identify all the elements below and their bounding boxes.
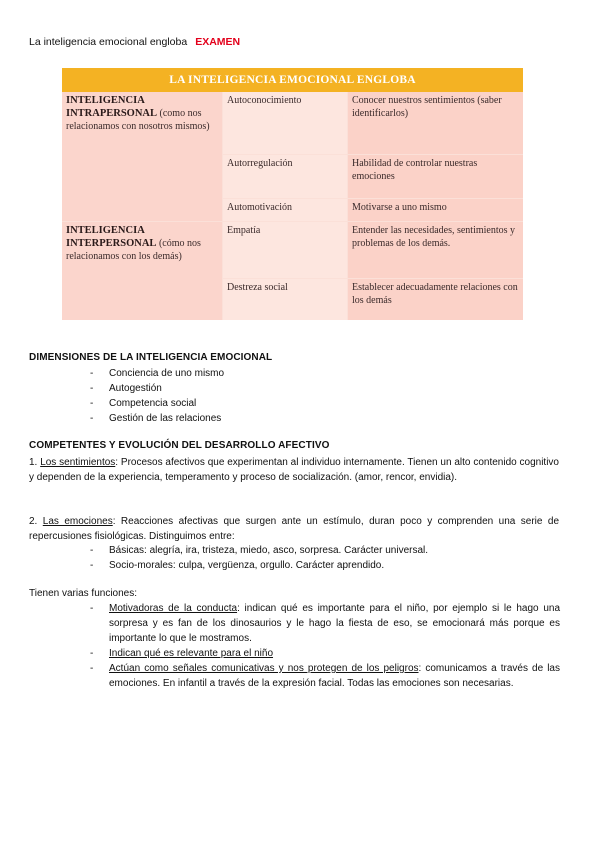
list-dash: - [90,398,94,409]
list-item-text: Socio-morales: culpa, vergüenza, orgullo. Carácter aprendido. [109,560,385,571]
function-term: Actúan como señales comunicativas y nos protegen de los peligros [109,663,419,674]
skill-label: Autoconocimiento [227,95,302,106]
functions-list [90,601,560,691]
list-dash: - [90,383,94,394]
paragraph-number: 1. [29,457,41,468]
list-item-text: Autogestión [109,383,162,394]
list-item [90,646,560,661]
list-dash: - [90,560,94,571]
list-dash: - [90,648,94,659]
skill-description: Motivarse a uno mismo [352,202,447,213]
dimensions-list [90,366,224,426]
skill-cell [223,222,347,278]
skill-cell [223,279,347,320]
intrapersonal-desc: (como nos relacionamos con nosotros mismos) [66,108,210,132]
skill-description: Entender las necesidades, sentimientos y problemas de los demás. [352,225,516,249]
skill-label: Autorregulación [227,158,293,169]
skill-cell [223,155,347,198]
function-text: : indican qué es importante para el niño, por ejemplo si le hago una sorpresa y es fan de los dinosaurios y le hago la fiesta de eso, se emocionará más porque es importante lo que le mostramos. [109,603,561,644]
table-title: LA INTELIGENCIA EMOCIONAL ENGLOBA [62,68,523,92]
skill-desc-cell [348,279,523,320]
list-item-text: Conciencia de uno mismo [109,368,225,379]
list-item [90,558,428,573]
skill-cell [223,199,347,221]
list-item [90,601,560,646]
intrapersonal-cell [62,92,222,221]
function-text: : comunicamos a través de las emociones. En infantil a través de la expresión facial. Todas las emociones son necesarias. [109,663,560,689]
list-dash: - [90,413,94,424]
function-term: Indican qué es relevante para el niño [109,648,274,659]
skill-desc-cell [348,199,523,221]
list-item [90,366,224,381]
functions-intro: Tienen varias funciones: [29,588,138,599]
skill-cell [223,92,347,154]
list-item-text: Competencia social [109,398,197,409]
emotional-intelligence-table [62,68,523,320]
list-item [90,381,224,396]
skill-label: Empatía [227,225,261,236]
dimensions-heading: DIMENSIONES DE LA INTELIGENCIA EMOCIONAL [29,352,273,363]
skill-label: Destreza social [227,282,288,293]
paragraph-number: 2. [29,516,43,527]
competentes-heading: COMPETENTES Y EVOLUCIÓN DEL DESARROLLO AFECTIVO [29,440,330,451]
skill-description: Conocer nuestros sentimientos (saber identificarlos) [352,95,502,119]
exam-label: EXAMEN [195,36,241,48]
emotions-paragraph [29,514,559,544]
list-item-text: Gestión de las relaciones [109,413,222,424]
list-item [90,661,560,691]
list-dash: - [90,545,94,556]
list-item [90,411,224,426]
header-title: La inteligencia emocional engloba [29,36,188,48]
emotions-text: : Reacciones afectivas que surgen ante un estímulo, duran poco y comprenden una serie de repercusiones fisiológicas. Distinguimos entre: [29,516,560,542]
feelings-paragraph [29,455,559,485]
page-header [29,36,240,48]
interpersonal-cell [62,222,222,320]
intrapersonal-heading: INTELIGENCIA INTRAPERSONAL [66,95,158,119]
skill-desc-cell [348,92,523,154]
skill-description: Habilidad de controlar nuestras emociones [352,158,478,182]
emotions-term: Las emociones [42,516,113,527]
list-dash: - [90,663,94,674]
feelings-term: Los sentimientos [40,457,116,468]
interpersonal-desc: (cómo nos relacionamos con los demás) [66,238,201,262]
list-dash: - [90,603,94,614]
emotion-types-list [90,543,428,573]
feelings-text: : Procesos afectivos que experimentan al individuo internamente. Tienen un alto contenido cognitivo y dependen de la experiencia, temperamento y proceso de socialización. (amor, rencor, envidia). [29,457,559,483]
skill-desc-cell [348,155,523,198]
list-item-text: Básicas: alegría, ira, tristeza, miedo, asco, sorpresa. Carácter universal. [109,545,429,556]
skill-description: Establecer adecuadamente relaciones con los demás [352,282,518,306]
skill-label: Automotivación [227,202,292,213]
list-dash: - [90,368,94,379]
skill-desc-cell [348,222,523,278]
list-item [90,396,224,411]
interpersonal-heading: INTELIGENCIA INTERPERSONAL [66,225,157,249]
list-item [90,543,428,558]
function-term: Motivadoras de la conducta [109,603,238,614]
